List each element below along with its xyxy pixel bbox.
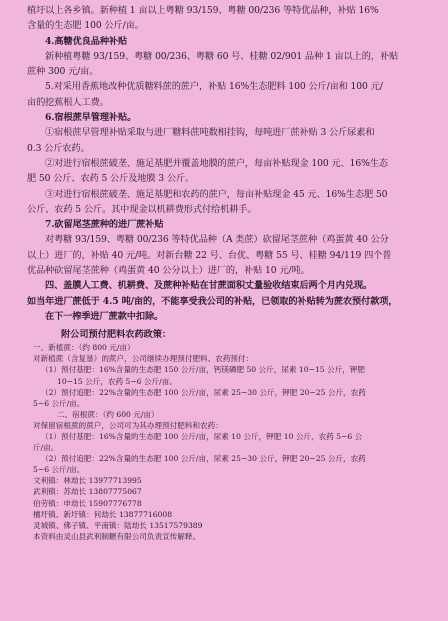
- paragraph-line: 5.对采用香蕉地改种优质糖料蔗的蔗户，补贴 16%生态肥料 100 公斤/亩和 100 元/: [45, 81, 383, 93]
- paragraph-line: 蔗种 300 元/亩。: [27, 66, 99, 78]
- appendix-line: 灵城镇、佛子镇、平南镇：陆劫长 13517579389: [33, 520, 203, 530]
- appendix-line: 对保留宿根蔗的蔗户，公司可为其办理预付肥料和农药：: [33, 420, 223, 430]
- appendix-lines: [27, 342, 424, 542]
- appendix-line: 伯劳镇：申劫长 15907776778: [33, 498, 142, 508]
- appendix-line: 二、宿根蔗：（约 600 元/亩）: [57, 409, 159, 419]
- appendix-title: 附公司预付肥料农药政策：: [61, 329, 172, 341]
- appendix-line: 本资料由灵山县武利制糖有限公司负责宣传解释。: [33, 531, 201, 541]
- appendix-line: 5−6 公斤/亩。: [33, 465, 85, 475]
- appendix-line: （2）预付追肥：22%含量的生态肥 100 公斤/亩，尿素 25−30 公斤，钾肥 20−25 公斤，农药: [41, 387, 366, 397]
- appendix-line: 斤/亩。: [33, 443, 59, 453]
- appendix-line: （1）预付基肥：16%含量的生态肥 150 公斤/亩，钙镁磷肥 50 公斤，尿素 10−15 公斤，钾肥: [41, 365, 365, 375]
- appendix-line: （2）预付追肥：22%含量的生态肥 100 公斤/亩，尿素 25−30 公斤，钾肥 20−25 公斤，农药: [41, 454, 366, 464]
- appendix-line: 对新植蔗（含复垦）的蔗户，公司继续办理预付肥料、农药预付：: [33, 354, 254, 364]
- section-heading-line: 如当年进厂蔗低于 4.5 吨/亩的，不能享受我公司的补贴，已领取的补贴转为蔗农预付款项，: [27, 295, 398, 307]
- appendix-line: 文利镇：林劫长 13977713995: [33, 476, 142, 486]
- paragraph-line: 公斤、农药 5 公斤。其中现金以机耕费形式付给机耕手。: [27, 203, 257, 215]
- paragraph-line: 对粤糖 93/159、粤糖 00/236 等特优品种（A 类蔗）砍留尾茎蔗种（鸡蛋黄 40 公分: [45, 234, 389, 246]
- paragraph-line: 亩的挖蕉根人工费。: [27, 96, 109, 108]
- section-heading-line: 四、盖膜人工费、机耕费、及蔗种补贴在甘蔗面积丈量验收结束后两个月内兑现。: [45, 280, 373, 292]
- appendix-line: 一、新植蔗：（约 800 元/亩）: [33, 343, 135, 353]
- paragraph-line: 0.3 公斤农药。: [27, 142, 90, 154]
- paragraph-line: ①宿根蔗早管理补贴采取与进厂糖料蔗吨数相挂钩，每吨进厂蔗补贴 3 公斤尿素和: [45, 127, 375, 139]
- section-heading-line: 6.宿根蔗早管理补贴。: [45, 112, 137, 124]
- paragraph-line: 新种植粤糖 93/159、粤糖 00/236、粤糖 60 号、桂糖 02/901 品种 1 亩以上的，补贴: [45, 50, 399, 62]
- policy-body-text: [27, 3, 424, 324]
- paragraph-line: ③对进行宿根蔗破垄、施足基肥和农药的蔗户，每亩补贴现金 45 元、16%生态肥 50: [45, 188, 388, 200]
- paragraph-line: 以上）进厂的，补贴 40 元/吨。对新台糖 22 号、台优、粤糖 55 号、桂糖 94/119 四个普: [27, 249, 392, 261]
- section-heading-line: 4.高糖优良品种补贴: [45, 35, 128, 47]
- section-heading-line: 在下一榨季进厂蔗款中扣除。: [45, 310, 164, 322]
- paragraph-line: ②对进行宿根蔗破垄、施足基肥并覆盖地膜的蔗户，每亩补贴现金 100 元、16%生态: [45, 157, 388, 169]
- appendix-line: 10−15 公斤，农药 5−6 公斤/亩。: [57, 376, 177, 386]
- appendix-line: 武利镇：苏劫长 13807775067: [33, 487, 142, 497]
- appendix-line: 檀圩镇、新圩镇：何劫长 13877716008: [33, 509, 173, 519]
- paragraph-line: 植圩以上各乡镇。新种植 1 亩以上粤糖 93/159、粤糖 00/236 等特优品种，补贴 16%: [27, 5, 379, 16]
- paragraph-line: 含量的生态肥 100 公斤/亩。: [27, 20, 144, 32]
- appendix-line: 5−6 公斤/亩。: [33, 398, 85, 408]
- paragraph-line: 肥 50 公斤、农药 5 公斤及地膜 3 公斤。: [27, 173, 195, 185]
- paragraph-line: 优品种砍留尾茎蔗种（鸡蛋黄 40 公分以上）进厂的，补贴 10 元/吨。: [27, 265, 310, 277]
- appendix-line: （1）预付基肥：16%含量的生态肥 100 公斤/亩，尿素 10 公斤，钾肥 10 公斤，农药 5−6 公: [41, 431, 363, 441]
- section-heading-line: 7.砍留尾茎蔗种的进厂蔗补贴: [45, 219, 164, 231]
